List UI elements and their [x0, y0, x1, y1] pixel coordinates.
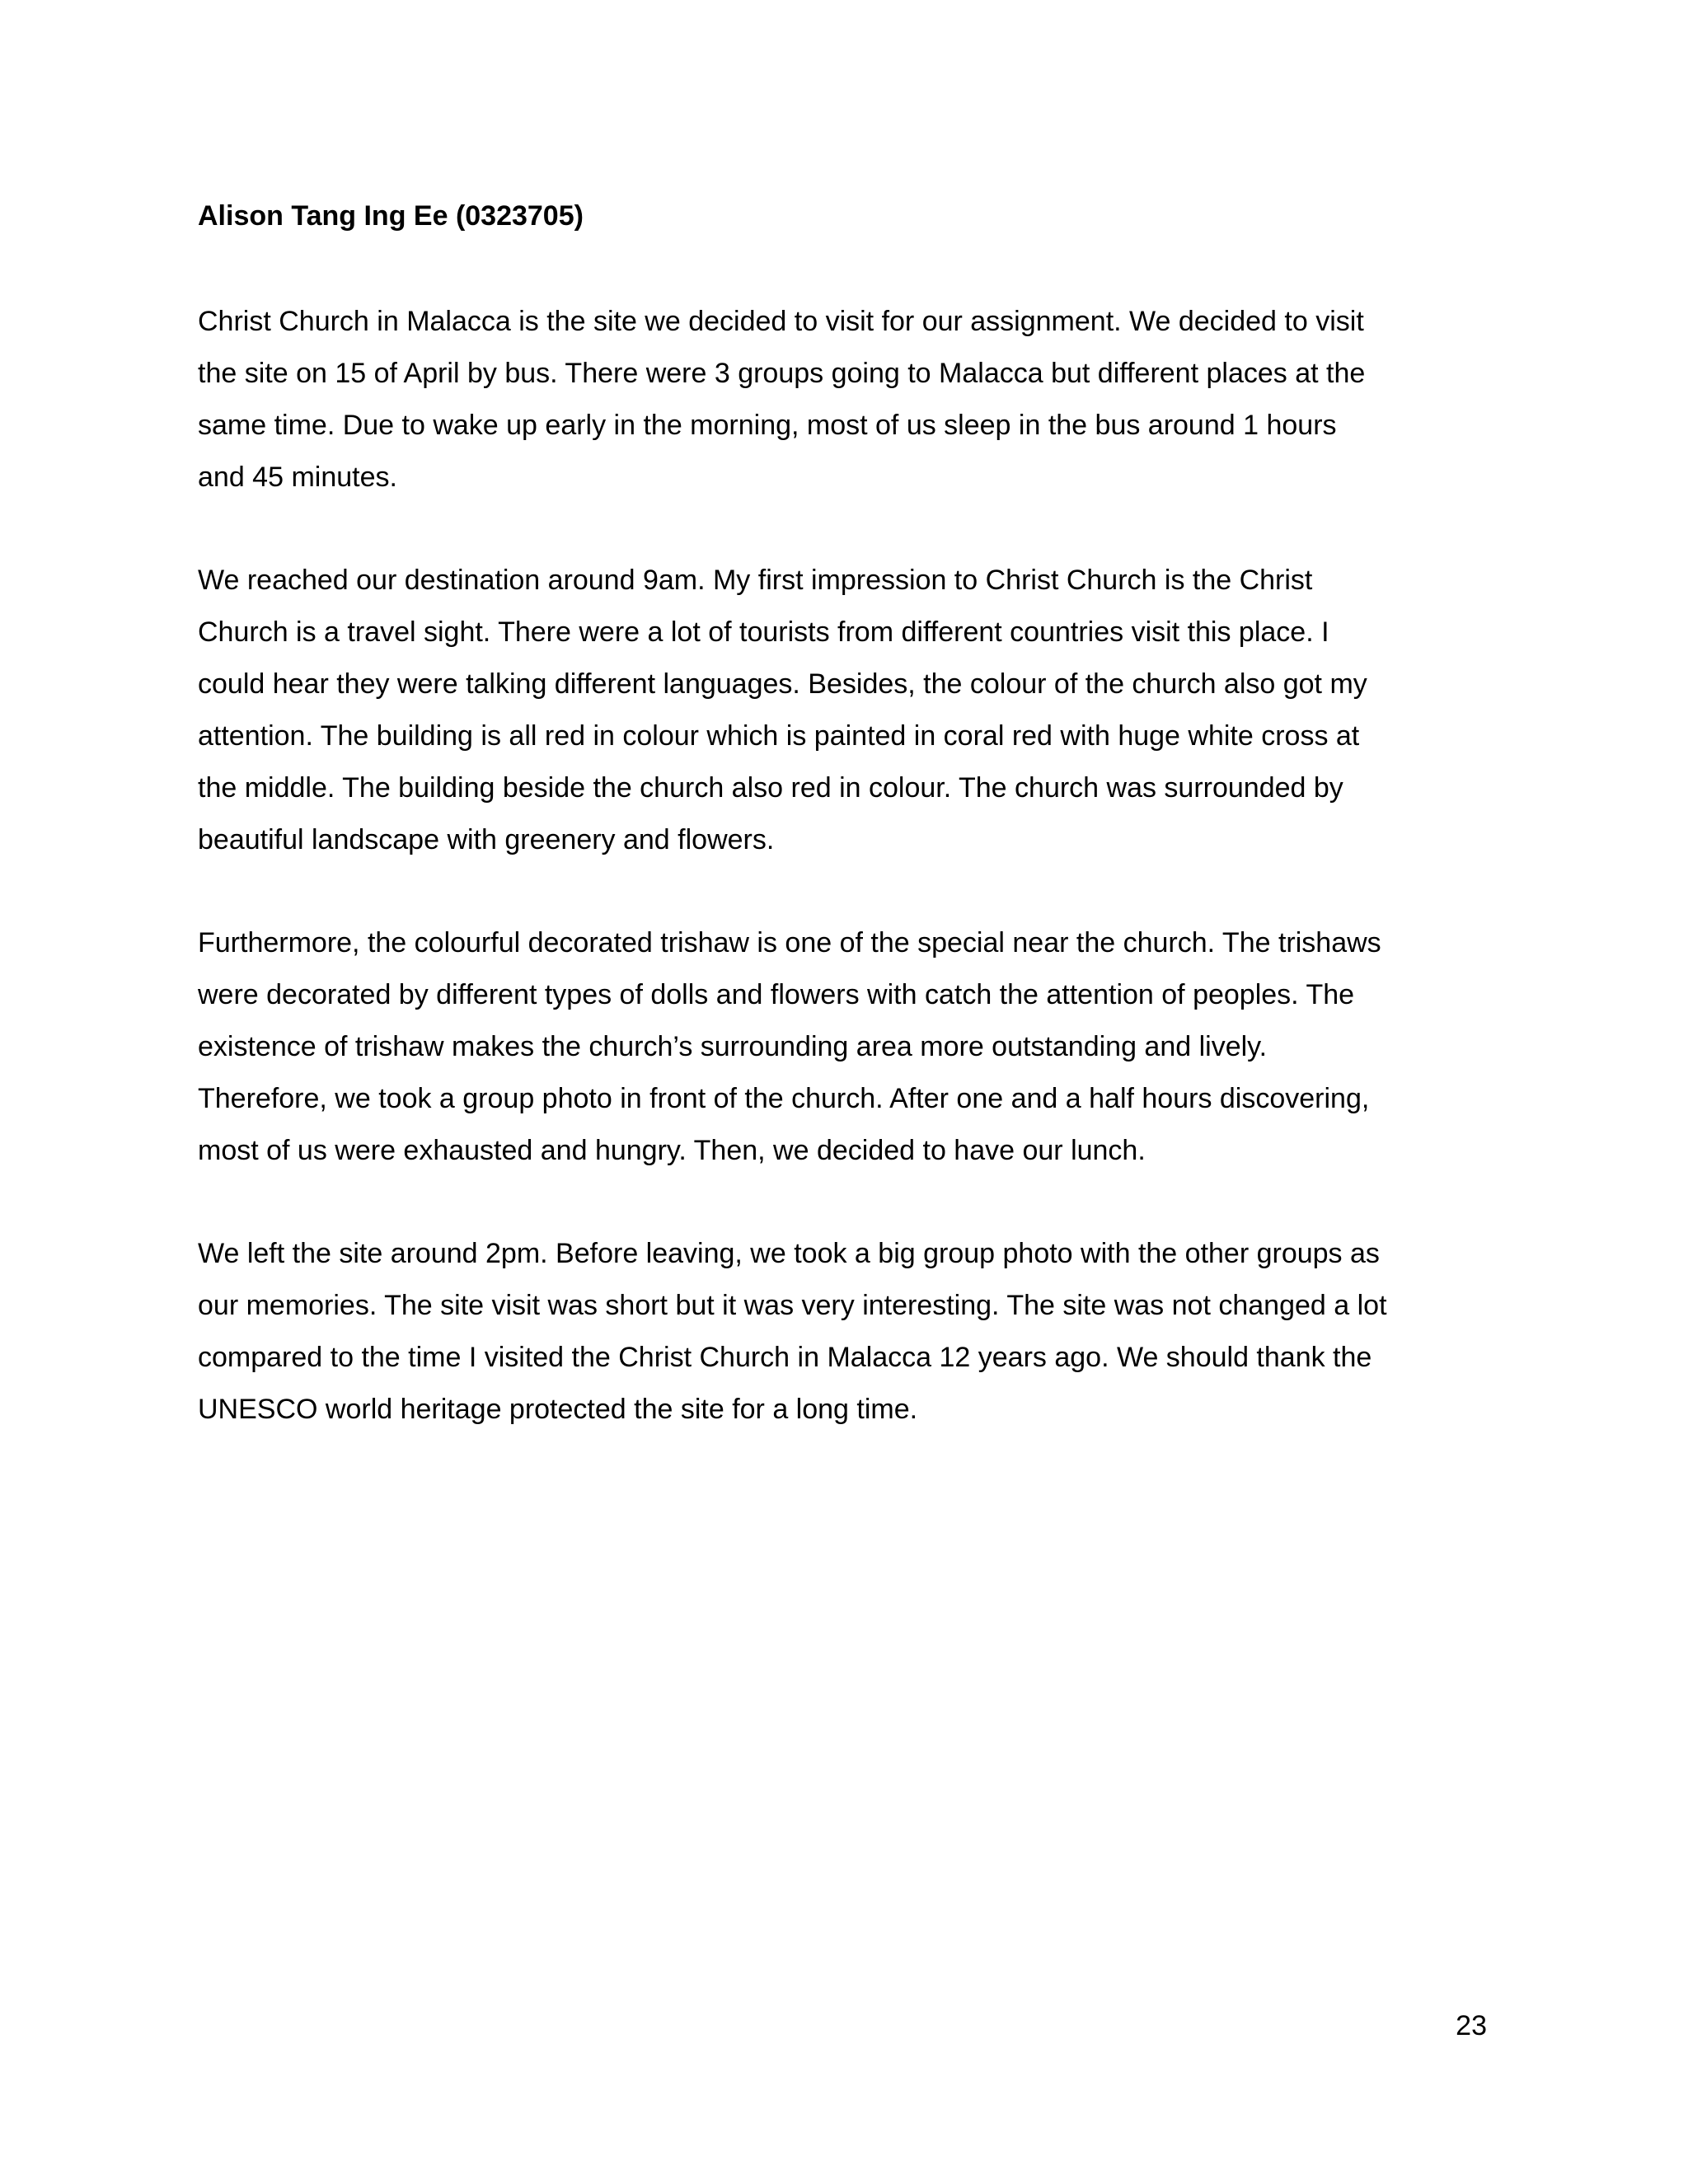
- paragraph-line: most of us were exhausted and hungry. Then, we decided to have our lunch.: [198, 1135, 1146, 1166]
- paragraph-line: could hear they were talking different languages. Besides, the colour of the church also got my: [198, 668, 1367, 700]
- paragraph-line: compared to the time I visited the Christ Church in Malacca 12 years ago. We should thank the: [198, 1342, 1372, 1373]
- paragraph-line: existence of trishaw makes the church’s surrounding area more outstanding and lively.: [198, 1031, 1268, 1062]
- paragraph-line: Church is a travel sight. There were a lot of tourists from different countries visit this place. I: [198, 616, 1329, 648]
- author-heading: Alison Tang Ing Ee (0323705): [198, 200, 584, 232]
- paragraph-2: [198, 555, 1517, 866]
- paragraph-line: Therefore, we took a group photo in front of the church. After one and a half hours discovering,: [198, 1083, 1370, 1114]
- paragraph-line: and 45 minutes.: [198, 462, 397, 493]
- paragraph-line: We reached our destination around 9am. My first impression to Christ Church is the Christ: [198, 565, 1313, 596]
- paragraph-line: were decorated by different types of dolls and flowers with catch the attention of peoples. The: [198, 979, 1355, 1010]
- paragraph-line: the middle. The building beside the church also red in colour. The church was surrounded by: [198, 772, 1343, 804]
- paragraph-line: We left the site around 2pm. Before leaving, we took a big group photo with the other groups as: [198, 1238, 1380, 1269]
- paragraph-line: Furthermore, the colourful decorated trishaw is one of the special near the church. The trishaws: [198, 927, 1381, 958]
- page-number: 23: [1456, 2010, 1487, 2041]
- paragraph-line: our memories. The site visit was short but it was very interesting. The site was not changed a lot: [198, 1290, 1387, 1321]
- paragraph-line: UNESCO world heritage protected the site for a long time.: [198, 1394, 918, 1425]
- paragraph-line: same time. Due to wake up early in the morning, most of us sleep in the bus around 1 hours: [198, 410, 1337, 441]
- paragraph-line: attention. The building is all red in colour which is painted in coral red with huge white cross at: [198, 720, 1360, 752]
- paragraph-3: [198, 917, 1517, 1177]
- paragraph-line: Christ Church in Malacca is the site we decided to visit for our assignment. We decided to visit: [198, 306, 1364, 337]
- paragraph-4: [198, 1228, 1517, 1436]
- paragraph-1: [198, 296, 1517, 504]
- paragraph-line: the site on 15 of April by bus. There were 3 groups going to Malacca but different places at the: [198, 358, 1366, 389]
- paragraph-line: beautiful landscape with greenery and flowers.: [198, 824, 775, 855]
